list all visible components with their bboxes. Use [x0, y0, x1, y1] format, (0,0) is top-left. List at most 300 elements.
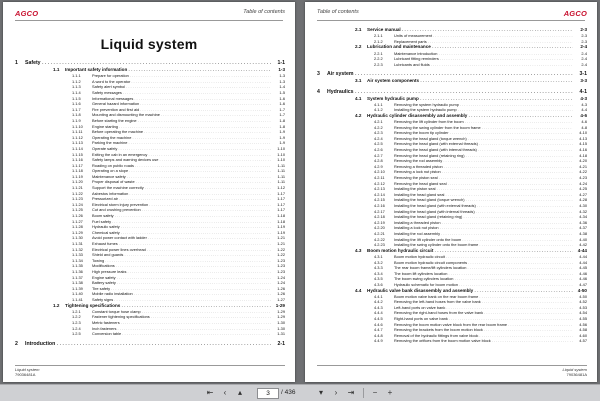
toc-entry-number: 4.4.7: [374, 327, 383, 333]
toc-entry-number: 1.1.28: [72, 224, 83, 230]
toc-entry-number: 1.1.3: [72, 84, 81, 90]
toc-entry-title: Removing the right-hand hoses from the valve bank . . .: [394, 310, 573, 316]
toc-entry-number: 4.1: [355, 95, 362, 101]
agco-logo: AGCO: [15, 9, 39, 18]
toc-entry-title: Removing the left-hand hoses from the valve bank . . .: [394, 299, 573, 305]
toc-entry-title: A word to the operator . . .: [92, 79, 271, 85]
toc-entry-page: 4-3: [580, 95, 587, 101]
toc-entry-page: 1-6: [279, 95, 285, 101]
toc-entry-page: 4-34: [579, 214, 587, 220]
header-divider: [15, 20, 283, 21]
toc-entry-page: 1-11: [277, 173, 285, 179]
toc-entry-title: Engine starting . . .: [92, 124, 271, 130]
footer-divider: [317, 365, 587, 366]
toc-entry-title: Installing the head gland (torque wrench) . . .: [394, 197, 573, 203]
toc-entry-number: 4.3.5: [374, 276, 383, 282]
toc-entry-page: 1-17: [277, 201, 285, 207]
toc-entry-title: Electrical storm injury prevention . . .: [92, 202, 271, 208]
toc-entry-number: 4.2.19: [374, 219, 385, 225]
toc-entry-page: 4-38: [579, 230, 587, 236]
toc-entry-title: Removing the boom tip cylinder . . .: [394, 130, 573, 136]
toc-entry-number: 4.2.20: [374, 225, 385, 231]
toc-entry-title: Boom safety . . .: [92, 213, 271, 219]
toc-entry-page: 1-29: [277, 314, 285, 320]
toc-entry-title: Installing the head gland (with internal threads) . . .: [394, 209, 573, 215]
toc-entry-number: 1.1.37: [72, 274, 83, 280]
left-page: [3, 2, 295, 382]
first-page-button[interactable]: ⇤: [206, 388, 214, 397]
toc-entry-page: 1-19: [277, 224, 285, 230]
toc-entry-number: 1.1.11: [72, 129, 83, 135]
toc-entry-title: Installing the lift cylinder onto the boom . . .: [394, 237, 573, 243]
toc-entry-page: 2-4: [581, 56, 587, 62]
toc-entry-number: 1.1.39: [72, 285, 83, 291]
toc-entry-title: Air system . . .: [327, 71, 573, 78]
toc-entry-number: 4.4.5: [374, 316, 383, 322]
toc-entry-title: Installing a threaded piston . . .: [394, 220, 573, 226]
toc-entry-number: 1.1.41: [72, 296, 83, 302]
toc-entry-number: 2.2.3: [374, 61, 383, 67]
toc-entry-page: 4-28: [579, 197, 587, 203]
toc-entry-page: 1-1: [277, 60, 285, 66]
toc-entry-number: 2.2.1: [374, 50, 383, 56]
toc-entry-number: 2.2: [355, 44, 362, 50]
toc-entry-page: 1-17: [277, 190, 285, 196]
toc-entry-page: 4-50: [579, 293, 587, 299]
toc-entry-number: 1.1.7: [72, 106, 81, 112]
toc-entry-page: 1-22: [277, 246, 285, 252]
toc-entry-page: 1-30: [277, 325, 285, 331]
toc-entry-title: Boom motion hydraulic circuit components . . .: [394, 260, 573, 266]
toc-entry-title: Tire safety . . .: [92, 286, 271, 292]
toc-entry-number: 1.2.2: [72, 314, 81, 320]
toc-entry-page: 4-55: [579, 316, 587, 322]
table-of-contents: [15, 60, 285, 348]
toc-entry-title: Installing the rod assembly . . .: [394, 231, 573, 237]
toc-entry-title: Hydraulic cylinder disassembly and assembly . . .: [367, 113, 573, 119]
toc-entry-title: Conversion table . . .: [92, 331, 271, 337]
toc-entry-title: Prepare for operation . . .: [92, 73, 271, 79]
toc-entry-page: 4-22: [579, 169, 587, 175]
toc-entry-page: 4-47: [579, 281, 587, 287]
toc-entry[interactable]: [317, 89, 587, 96]
toc-entry-number: 2: [15, 340, 18, 347]
toc-entry-number: 4.3.4: [374, 270, 383, 276]
toc-entry-number: 4.2.15: [374, 197, 385, 203]
toc-entry-number: 3.1: [355, 78, 362, 84]
toc-entry-number: 4.4.9: [374, 338, 383, 344]
footer: [15, 367, 39, 377]
toc-entry-title: Fuel safety . . .: [92, 219, 271, 225]
toc-entry-title: Modifications . . .: [92, 263, 271, 269]
toc-entry-number: 4.4.2: [374, 299, 383, 305]
toc-entry-page: 1-30: [277, 319, 285, 325]
toc-entry-number: 4: [317, 88, 320, 95]
toc-entry-page: 2-4: [580, 44, 587, 50]
toc-entry-page: 4-13: [579, 135, 587, 141]
toc-entry-title: Inch fasteners . . .: [92, 326, 271, 332]
toc-entry-title: Service manual . . .: [367, 27, 573, 33]
toc-entry-title: Parking the machine . . .: [92, 140, 271, 146]
toc-entry-title: Boom motion valve bank on the rear boom frame . . .: [394, 294, 573, 300]
toc-entry-page: 1-26: [277, 291, 285, 297]
toc-entry-title: Installing the head gland (with external threads) . . .: [394, 203, 573, 209]
toc-entry-number: 4.3: [355, 247, 362, 253]
toc-entry-title: Operating on a slope . . .: [92, 168, 271, 174]
toc-entry-title: Maintenance safety . . .: [92, 174, 271, 180]
toc-entry-number: 1.1.4: [72, 89, 81, 95]
toc-entry-number: 1.2.4: [72, 325, 81, 331]
toc-entry-page: 4-3: [581, 101, 587, 107]
toc-entry-number: 1.1.16: [72, 157, 83, 163]
toc-entry-page: 2-1: [277, 340, 285, 347]
toc-entry-number: 4.2.5: [374, 141, 383, 147]
toc-entry-number: 1.1.29: [72, 229, 83, 235]
toc-entry-title: Boom motion hydraulic circuit . . .: [394, 254, 573, 260]
toc-entry-page: 1-19: [277, 229, 285, 235]
toc-entry-title: Installing the swing cylinder onto the boom frame . . .: [394, 242, 573, 248]
toc-entry-title: Safety lamps and warning devices use . . .: [92, 157, 271, 163]
agco-logo: AGCO: [563, 9, 587, 18]
toc-entry-number: 2.1: [355, 27, 362, 32]
toc-entry-title: Removing a threaded piston . . .: [394, 164, 573, 170]
toc-entry-title: Lubrication and maintenance . . .: [367, 44, 573, 50]
toc-entry-page: 4-46: [579, 276, 587, 282]
toc-entry-page: 4-44: [579, 253, 587, 259]
toc-entry-title: The rear boom frame/lift cylinders location . . .: [394, 265, 573, 271]
toc-entry-number: 1.1.8: [72, 112, 81, 118]
toc-entry-title: Units of measurement . . .: [394, 33, 573, 39]
toc-entry-number: 1.1.20: [72, 179, 83, 185]
toc-entry-title: Mobile radio installation . . .: [92, 291, 271, 297]
toc-entry-page: 4-30: [579, 203, 587, 208]
toc-entry-title: Cut and crushing prevention . . .: [92, 207, 271, 213]
toc-entry-page: 3-3: [580, 78, 587, 84]
toc-entry-title: Boom motion hydraulic circuit . . .: [367, 248, 573, 254]
toc-entry-title: Replacement parts . . .: [394, 39, 573, 45]
toc-entry-title: Removing the brackets from the boom motion block . . .: [394, 327, 573, 333]
toc-entry-page: 1-8: [279, 117, 285, 123]
toc-entry-page: 1-22: [277, 252, 285, 258]
header-section-title: Table of contents: [243, 9, 285, 15]
header-section-title: Table of contents: [317, 9, 359, 15]
toc-entry-page: 1-21: [277, 235, 285, 241]
toc-entry-title: Safety signs . . .: [92, 297, 271, 303]
toc-entry-page: 2-4: [581, 61, 587, 67]
toc-entry-number: 1.1.5: [72, 95, 81, 101]
toc-entry-number: 1: [15, 60, 18, 66]
table-of-contents: [317, 27, 587, 344]
toc-entry-page: 4-23: [579, 175, 587, 181]
toc-entry-page: 1-6: [279, 101, 285, 107]
toc-entry-title: Chemical safety . . .: [92, 230, 271, 236]
toc-entry[interactable]: [15, 60, 285, 67]
toc-entry-page: 1-17: [277, 207, 285, 213]
toc-entry-page: 1-5: [279, 89, 285, 95]
toc-entry-number: 1.1.21: [72, 185, 83, 191]
toc-entry-number: 4.2.17: [374, 208, 385, 214]
toc-entry-number: 1.1.33: [72, 252, 83, 258]
toc-entry-title: Removing the piston seal . . .: [394, 175, 573, 181]
toc-entry-number: 1.2: [53, 302, 60, 308]
toc-entry-number: 1.1.13: [72, 140, 83, 146]
toc-entry-page: 4-15: [579, 141, 587, 147]
toc-entry-title: Removing the swing cylinder from the boom frame . . .: [394, 125, 573, 131]
toc-entry-title: System hydraulic pump . . .: [367, 96, 573, 102]
toc-entry-number: 1.1.30: [72, 235, 83, 241]
toc-entry-number: 4.2.6: [374, 147, 383, 153]
toc-entry-title: Removing the head gland (with external threads) . . .: [394, 141, 573, 147]
toc-entry-title: Metric fasteners . . .: [92, 320, 271, 326]
toc-entry-number: 4.4.4: [374, 310, 383, 316]
toc-entry-page: 1-24: [277, 280, 285, 286]
toc-entry-page: 4-40: [579, 236, 587, 242]
toc-entry-page: 4-10: [579, 130, 587, 136]
toc-entry-page: 4-20: [579, 158, 587, 164]
zoom-in-icon[interactable]: +: [387, 388, 393, 397]
toc-entry-title: Support the machine correctly . . .: [92, 185, 271, 191]
toc-entry-title: Removing a lock nut piston . . .: [394, 169, 573, 175]
toc-entry-page: 1-12: [277, 185, 285, 191]
toc-entry-title: Important safety information . . .: [65, 67, 271, 73]
toc-entry-page: 1-11: [277, 162, 285, 168]
toc-entry-number: 1.1.25: [72, 207, 83, 213]
toc-entry-number: 4.3.2: [374, 259, 383, 265]
toc-entry-title: Hydraulic valve bank disassembly and assembly . . .: [367, 288, 573, 294]
toc-entry-title: Asbestos information . . .: [92, 191, 271, 197]
toc-entry-page: 1-23: [277, 263, 285, 269]
toc-entry-title: The boom lift cylinders location . . .: [394, 271, 573, 277]
toc-entry[interactable]: [15, 331, 285, 337]
toc-entry-page: 4-58: [579, 327, 587, 333]
toc-entry-number: 1.1.9: [72, 117, 81, 123]
toc-entry-number: 1.2.3: [72, 319, 81, 325]
toc-entry-page: 4-1: [579, 88, 587, 95]
page-number-input[interactable]: 3: [257, 388, 279, 399]
page-up-icon[interactable]: ▴: [237, 388, 242, 397]
toc-entry-title: Lubricant fitting reminders . . .: [394, 56, 573, 62]
toc-entry-number: 4.2.22: [374, 236, 385, 242]
toc-entry-title: Pressurized air . . .: [92, 196, 271, 202]
toc-entry-page: 2-3: [580, 27, 587, 32]
toc-entry-page: 1-26: [277, 285, 285, 291]
toc-entry-page: 1-4: [279, 84, 285, 90]
toc-entry-page: 1-3: [279, 78, 285, 84]
toc-entry-number: 4.2.9: [374, 163, 383, 169]
toc-entry-title: Removal of the hydraulic fittings from valve block . . .: [394, 333, 573, 339]
toc-entry-title: Before operating the machine . . .: [92, 129, 271, 135]
toc-entry-page: 4-46: [579, 270, 587, 276]
toc-entry-page: 1-11: [277, 179, 285, 185]
toc-entry-page: 4-42: [579, 242, 587, 248]
toc-entry-title: Lubricants and fluids . . .: [394, 62, 573, 68]
toc-entry-number: 1.1.38: [72, 280, 83, 286]
toc-entry-page: 4-44: [577, 247, 587, 253]
toc-entry-number: 1.1.1: [72, 73, 81, 79]
toc-entry-page: 1-29: [275, 302, 285, 308]
toc-entry-number: 2.1.2: [374, 38, 383, 44]
toc-entry-title: Maintenance introduction . . .: [394, 51, 573, 57]
toc-entry-page: 4-25: [579, 186, 587, 192]
toc-entry-page: 1-9: [279, 134, 285, 140]
toc-entry-page: 1-7: [279, 106, 285, 112]
toc-entry-page: 3-1: [579, 71, 587, 78]
toc-entry-title: Battery safety . . .: [92, 280, 271, 286]
toc-entry-number: 4.2.11: [374, 175, 385, 181]
toc-entry-page: 1-29: [277, 308, 285, 314]
toc-entry[interactable]: [317, 338, 587, 344]
toc-entry[interactable]: [317, 62, 587, 68]
right-page: [305, 2, 597, 382]
toc-entry-title: Installing the system hydraulic pump . . .: [394, 107, 573, 113]
toc-entry-title: Hydraulic schematic for boom motion . . .: [394, 282, 573, 288]
toc-entry-page: 4-44: [579, 259, 587, 265]
toc-entry-title: The boom swing cylinders location . . .: [394, 276, 573, 282]
toc-entry-page: 1-23: [277, 268, 285, 274]
toc-entry-title: Installing the piston seal . . .: [394, 186, 573, 192]
toc-entry-page: 4-8: [581, 124, 587, 130]
toc-entry-page: 1-9: [279, 140, 285, 146]
toc-entry-number: 1.2.1: [72, 308, 81, 314]
toc-entry-page: 4-24: [579, 180, 587, 186]
toc-entry-page: 4-6: [580, 112, 587, 118]
toc-entry-number: 1.1.40: [72, 291, 83, 297]
previous-page-button[interactable]: ‹: [223, 388, 227, 397]
next-page-button[interactable]: ›: [334, 388, 338, 397]
toc-entry-number: 4.2.23: [374, 242, 385, 248]
toc-entry-number: 1.1.17: [72, 162, 83, 168]
toc-entry[interactable]: [15, 341, 285, 348]
toc-entry-title: Hydraulic safety . . .: [92, 224, 271, 230]
toc-entry-number: 1.1.2: [72, 78, 81, 84]
toc-entry-number: 1.1.19: [72, 173, 83, 179]
toc-entry-title: Fire prevention and first aid . . .: [92, 107, 271, 113]
toc-entry-title: Safety . . .: [25, 60, 271, 67]
toc-entry-page: 1-7: [279, 112, 285, 118]
toc-entry-page: 1-3: [279, 73, 285, 79]
toc-entry-number: 4.3.3: [374, 265, 383, 271]
toc-entry-title: Removing the lift cylinder from the boom . . .: [394, 119, 573, 125]
toc-entry-page: 4-36: [579, 219, 587, 225]
toc-entry-number: 1.1.23: [72, 196, 83, 202]
toc-entry-title: Informational messages . . .: [92, 96, 271, 102]
toc-entry-title: Right-hand ports on valve bank . . .: [394, 316, 573, 322]
toc-entry-page: 1-21: [277, 241, 285, 246]
last-page-button[interactable]: ⇥: [347, 388, 355, 397]
toc-entry-number: 4.1.1: [374, 101, 383, 107]
toc-entry-title: Towing . . .: [92, 258, 271, 264]
toc-entry-title: Safety messages . . .: [92, 90, 271, 96]
toc-entry-title: General hazard information . . .: [92, 101, 271, 107]
toc-entry-number: 4.2.13: [374, 186, 385, 192]
toc-entry-page: 1-18: [277, 218, 285, 224]
toc-entry-page: 4-53: [579, 304, 587, 310]
toc-entry-number: 4.2.10: [374, 169, 385, 175]
toc-entry-page: 1-11: [277, 168, 285, 174]
toc-entry-number: 4.2.7: [374, 152, 383, 158]
toc-entry-page: 1-24: [277, 274, 285, 280]
toc-entry-title: Roading on public roads . . .: [92, 163, 271, 169]
toc-entry-number: 4.2.12: [374, 180, 385, 186]
toc-entry-number: 1.2.5: [72, 331, 81, 337]
toc-entry-page: 2-3: [581, 33, 587, 39]
toc-entry-title: Hydraulics . . .: [327, 89, 573, 96]
toc-entry-title: High pressure leaks . . .: [92, 269, 271, 275]
toc-entry-title: Left-hand ports on valve bank . . .: [394, 305, 573, 311]
toc-entry-page: 1-3: [278, 67, 285, 72]
toc-entry-number: 4.2.8: [374, 158, 383, 164]
toc-entry-page: 4-54: [579, 310, 587, 316]
toc-entry-number: 4.2: [355, 112, 362, 118]
toc-entry-page: 1-27: [277, 296, 285, 302]
page-down-icon[interactable]: ▾: [318, 388, 323, 397]
toc-entry-number: 4.2.21: [374, 230, 385, 236]
footer-divider: [15, 365, 285, 366]
toolbar-separator: [363, 388, 364, 398]
toc-entry-title: Introduction . . .: [25, 341, 271, 348]
toc-entry-page: 4-60: [579, 332, 587, 338]
toc-entry-number: 4.2.2: [374, 124, 383, 130]
toc-entry-number: 4.4.3: [374, 304, 383, 310]
toc-entry-title: Engine safety . . .: [92, 275, 271, 281]
toc-entry-number: 4.2.16: [374, 203, 385, 208]
toc-entry-title: Installing the head gland (retaining ring) . . .: [394, 214, 573, 220]
toc-entry-title: Air system components . . .: [367, 78, 573, 84]
toc-entry-number: 4.3.1: [374, 253, 383, 259]
toc-entry-page: 4-50: [577, 287, 587, 293]
toc-entry-title: Safety alert symbol . . .: [92, 84, 271, 90]
toc-entry-page: 4-27: [579, 191, 587, 197]
toc-entry-page: 1-17: [277, 196, 285, 202]
toc-entry-title: Shield and guards . . .: [92, 252, 271, 258]
toc-entry-number: 2.1.1: [374, 33, 383, 39]
toc-entry-title: Removing the orifices from the boom motion valve block . . .: [394, 338, 573, 344]
toc-entry-number: 1.1.18: [72, 168, 83, 174]
toc-entry-number: 1.1.24: [72, 201, 83, 207]
toc-entry-number: 1.1.22: [72, 190, 83, 196]
toc-entry-number: 1.1: [53, 67, 60, 72]
toc-entry-title: Removing the head gland seal . . .: [394, 181, 573, 187]
page-count: / 436: [281, 389, 296, 396]
toc-entry-number: 1.1.14: [72, 145, 83, 151]
toc-entry[interactable]: [317, 78, 587, 84]
toc-entry-page: 4-37: [579, 225, 587, 231]
toc-entry[interactable]: [317, 71, 587, 78]
footer-title: Liquid system: [15, 367, 40, 372]
toc-entry-number: 4.2.14: [374, 191, 385, 197]
toc-entry-page: 4-56: [579, 321, 587, 327]
toc-entry-title: Removing the head gland (retaining ring) . . .: [394, 153, 573, 159]
toc-entry-title: Installing a lock nut piston . . .: [394, 225, 573, 231]
toc-entry-title: Exhaust fumes . . .: [92, 241, 271, 247]
toc-entry-number: 1.1.27: [72, 218, 83, 224]
toc-entry-title: Fastener tightening specifications . . .: [92, 314, 271, 320]
header-divider: [317, 20, 585, 21]
toc-entry-number: 1.1.31: [72, 241, 83, 246]
toc-entry-page: 1-9: [279, 129, 285, 135]
toc-entry-number: 4.1.2: [374, 107, 383, 113]
toc-entry-title: Avoid power contact with ladder . . .: [92, 235, 271, 241]
toc-entry-number: 1.1.6: [72, 101, 81, 107]
toc-entry-page: 2-4: [581, 50, 587, 56]
toc-entry-number: 1.1.15: [72, 151, 83, 157]
toc-entry-page: 4-16: [579, 147, 587, 153]
toc-entry-number: 3: [317, 71, 320, 78]
toc-entry-page: 2-3: [581, 38, 587, 44]
toc-entry-page: 1-31: [277, 331, 285, 337]
zoom-out-icon[interactable]: −: [372, 388, 378, 397]
toc-entry-number: 1.1.36: [72, 268, 83, 274]
